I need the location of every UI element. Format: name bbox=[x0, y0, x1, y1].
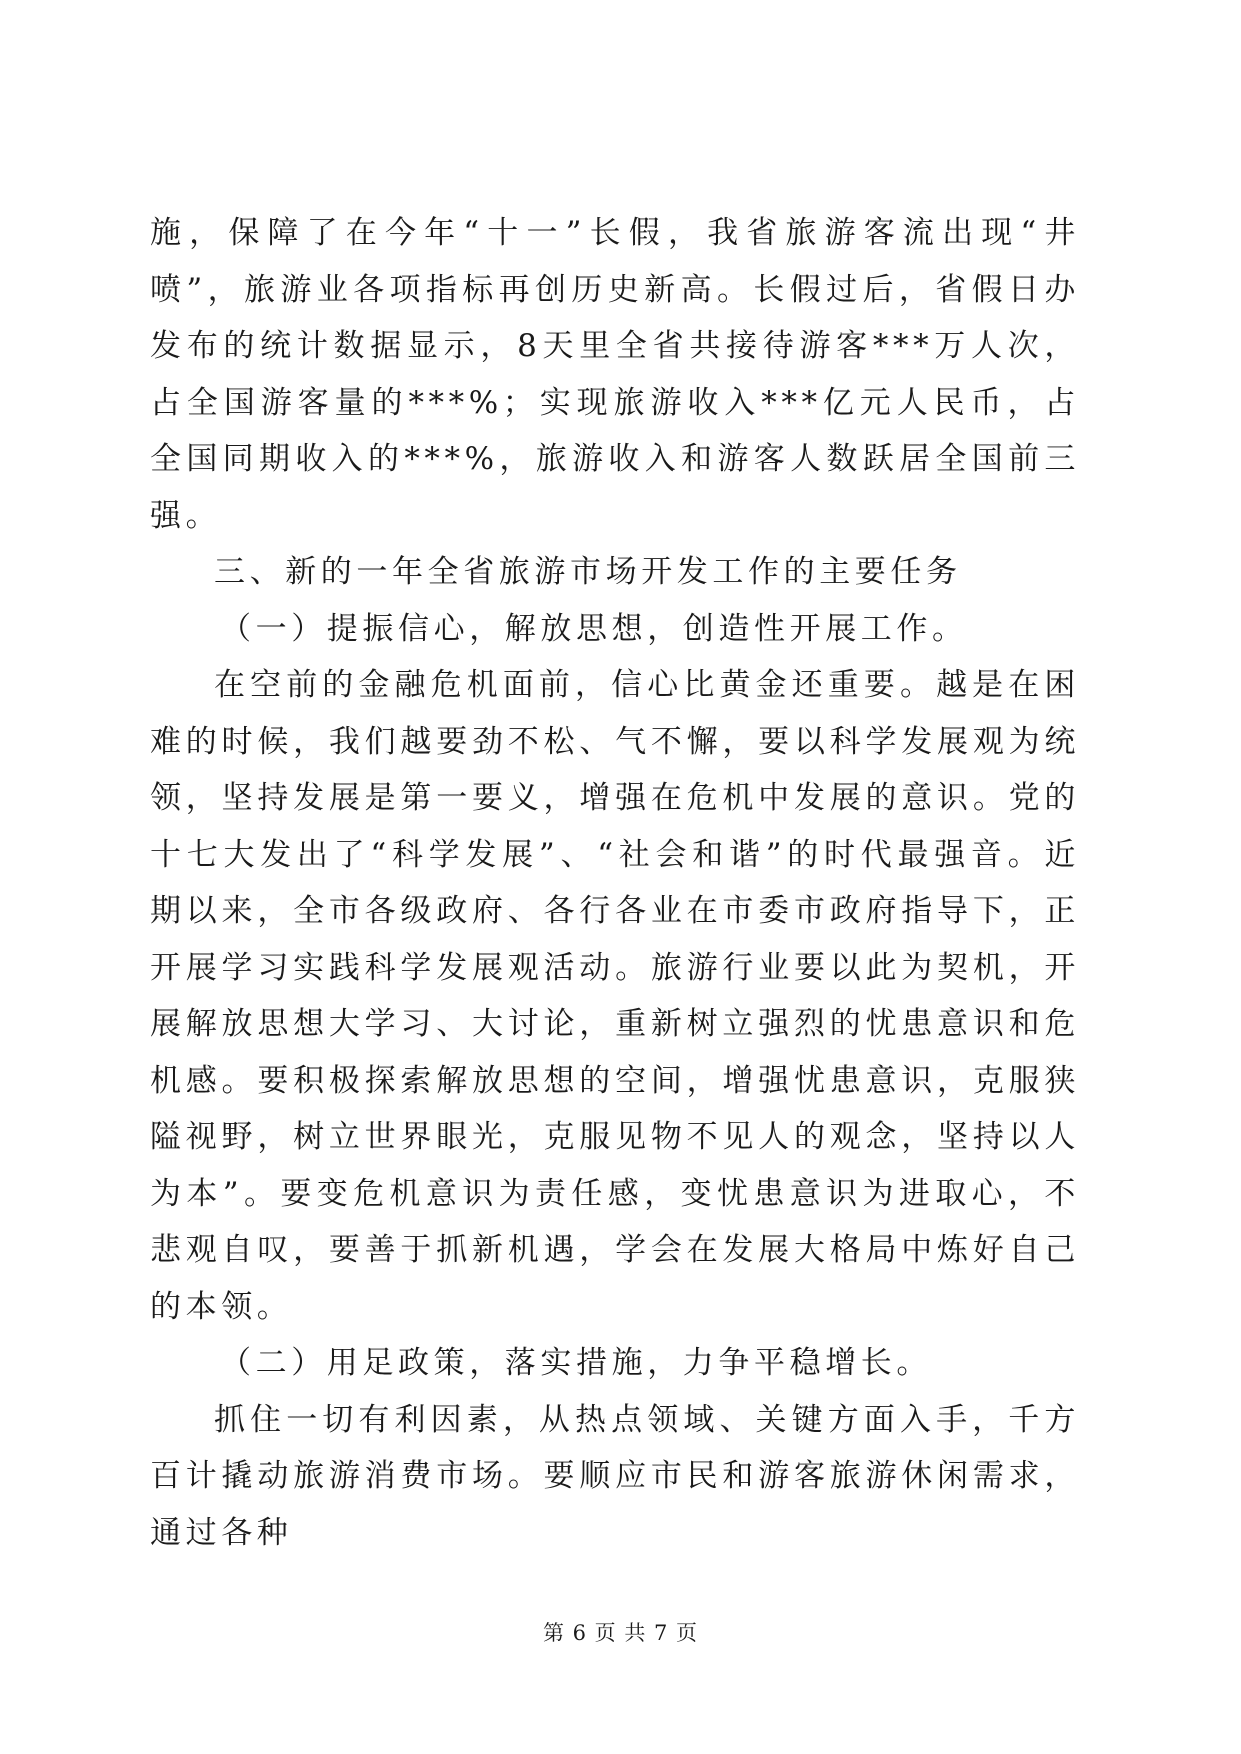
paragraph-body-1: 在空前的金融危机面前，信心比黄金还重要。越是在困难的时候，我们越要劲不松、气不懈，要以科学发展观为统领，坚持发展是第一要义，增强在危机中发展的意识。党的十七大发出了“科学发展”、“社会和谐”的时代最强音。近期以来，全市各级政府、各行各业在市委市政府指导下，正开展学习实践科学发展观活动。旅游行业要以此为契机，开展解放思想大学习、大讨论，重新树立强烈的忧患意识和危机感。要积极探索解放思想的空间，增强忧患意识，克服狭隘视野，树立世界眼光，克服见物不见人的观念，坚持以人为本”。要变危机意识为责任感，变忧患意识为进取心，不悲观自叹，要善于抓新机遇，学会在发展大格局中炼好自己的本领。 bbox=[150, 667, 1080, 1325]
subsection-heading-2: （二）用足政策，落实措施，力争平稳增长。 bbox=[220, 1345, 932, 1381]
section-heading: 三、新的一年全省旅游市场开发工作的主要任务 bbox=[214, 554, 962, 590]
page-number-footer: 第 6 页 共 7 页 bbox=[542, 1621, 699, 1645]
paragraph-body-2: 抓住一切有利因素，从热点领域、关键方面入手，千方百计撬动旅游消费市场。要顺应市民和游客旅游休闲需求，通过各种 bbox=[150, 1401, 1080, 1551]
document-body bbox=[150, 205, 1080, 1561]
subsection-heading-1: （一）提振信心，解放思想，创造性开展工作。 bbox=[220, 610, 968, 647]
paragraph-continuation: 施，保障了在今年“十一”长假，我省旅游客流出现“井喷”，旅游业各项指标再创历史新高。长假过后，省假日办发布的统计数据显示，8天里全省共接待游客***万人次，占全国游客量的***%；实现旅游收入***亿元人民币，占全国同期收入的***%，旅游收入和游客人数跃居全国前三强。 bbox=[150, 215, 1080, 534]
